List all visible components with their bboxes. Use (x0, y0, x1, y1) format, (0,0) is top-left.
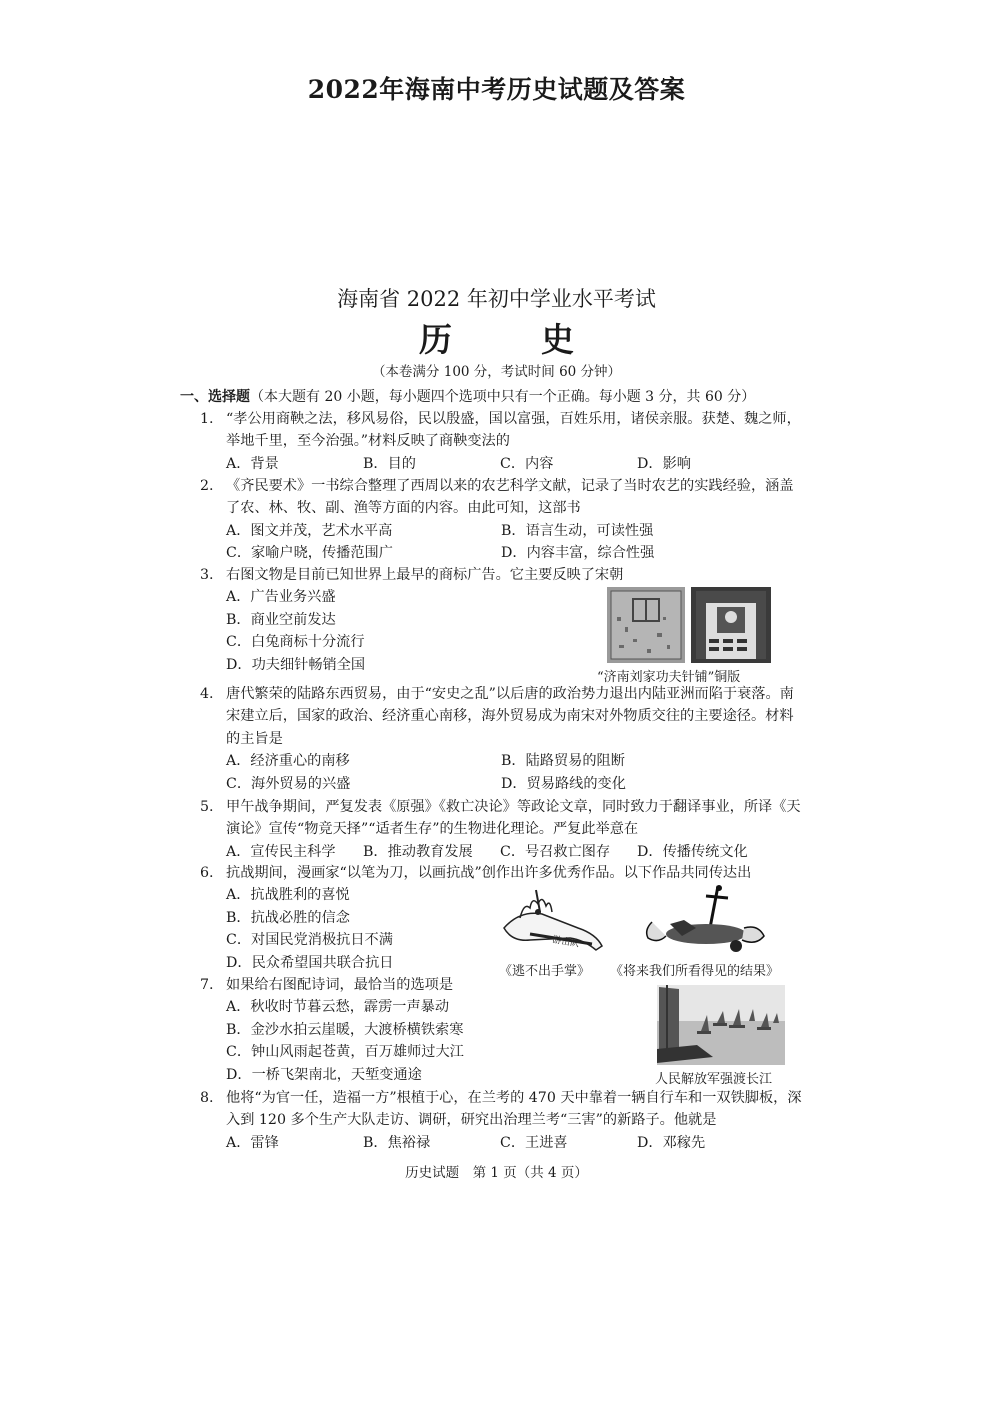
option-b: B．目的 (363, 455, 416, 472)
question-number: 6. (200, 865, 214, 881)
question-2 (200, 475, 805, 565)
question-stem: 他将“为官一任，造福一方”根植于心，在兰考的 470 天中靠着一辆自行车和一双铁脚板，深入到 120 多个生产大队走访、调研，研究出治理兰考“三害”的新路子。他就是 (226, 1090, 802, 1129)
option-c: C．内容 (500, 455, 554, 472)
option-d: D．邓稼先 (637, 1134, 706, 1151)
option-d: D．功夫细针畅销全国 (226, 656, 366, 673)
option-a: A．图文并茂，艺术水平高 (226, 522, 393, 539)
option-a: A．秋收时节暮云愁，霹雳一声暴动 (226, 999, 450, 1016)
question-5 (200, 796, 805, 863)
question-stem: 甲午战争期间，严复发表《原强》《救亡决论》等政论文章，同时致力于翻译事业，所译《天演论》宣传“物竞天择”“适者生存”的生物进化理论。严复此举意在 (226, 799, 801, 838)
option-c: C．钟山风雨起苍黄，百万雄师过大江 (226, 1044, 464, 1061)
question-number: 5. (200, 799, 214, 815)
cartoon-hand-image (500, 888, 605, 953)
document-title: 2022年海南中考历史试题及答案 (307, 75, 686, 104)
question-stem: 右图文物是目前已知世界上最早的商标广告。它主要反映了宋朝 (226, 567, 624, 583)
option-b: B．商业空前发达 (226, 611, 336, 628)
section-label: 一、选择题 (180, 389, 250, 405)
option-a: A．雷锋 (226, 1134, 279, 1151)
river-crossing-photo (657, 985, 785, 1065)
option-b: B．焦裕禄 (363, 1134, 431, 1151)
question-7 (200, 974, 650, 1086)
question-3 (200, 564, 624, 676)
option-c: C．号召救亡图存 (500, 843, 611, 860)
question-stem: 如果给右图配诗词，最恰当的选项是 (226, 977, 454, 993)
option-b: B．金沙水拍云崖暖，大渡桥横铁索寒 (226, 1021, 464, 1038)
option-a: A．经济重心的南移 (226, 753, 350, 770)
option-c: C．白兔商标十分流行 (226, 634, 365, 651)
option-c: C．家喻户晓，传播范围广 (226, 545, 393, 562)
exam-title: 海南省 2022 年初中学业水平考试 (337, 287, 656, 311)
question-number: 8. (200, 1090, 214, 1106)
question-1 (200, 408, 805, 475)
option-b: B．陆路贸易的阻断 (501, 753, 625, 770)
option-a: A．广告业务兴盛 (226, 589, 336, 606)
question-stem: 唐代繁荣的陆路东西贸易，由于“安史之乱”以后唐的政治势力退出内陆亚洲而陷于衰落。南宋建立后，国家的政治、经济重心南移，海外贸易成为南宋对外物质交往的主要途径。材料的主旨是 (226, 686, 794, 747)
option-b: B．抗战必胜的信念 (226, 909, 350, 926)
option-d: D．影响 (637, 455, 691, 472)
figure-caption-cartoon-2: 《将来我们所看得见的结果》 (610, 964, 780, 979)
question-8 (200, 1087, 805, 1154)
option-d: D．民众希望国共联合抗日 (226, 954, 394, 971)
bronze-plate-image (607, 587, 772, 663)
option-b: B．推动教育发展 (363, 843, 473, 860)
option-b: B．语言生动，可读性强 (501, 522, 654, 539)
question-number: 1. (200, 411, 214, 427)
figure-caption-river-crossing: 人民解放军强渡长江 (655, 1072, 773, 1087)
question-number: 3. (200, 567, 214, 583)
figure-caption-bronze-plate: “济南刘家功夫针铺”铜版 (597, 670, 741, 685)
question-stem: 《齐民要术》一书综合整理了西周以来的农艺科学文献，记录了当时农艺的实践经验，涵盖了农、林、牧、副、渔等方面的内容。由此可知，这部书 (226, 478, 794, 517)
question-4 (200, 683, 805, 795)
question-number: 2. (200, 478, 214, 494)
option-c: C．对国民党消极抗日不满 (226, 932, 393, 949)
option-d: D．传播传统文化 (637, 843, 748, 860)
option-d: D．一桥飞架南北，天堑变通途 (226, 1066, 422, 1083)
question-number: 4. (200, 686, 214, 702)
option-a: A．抗战胜利的喜悦 (226, 887, 350, 904)
guerrilla-label: 游击队 (551, 935, 580, 950)
exam-note: （本卷满分 100 分，考试时间 60 分钟） (371, 364, 622, 380)
option-d: D．内容丰富，综合性强 (501, 545, 655, 562)
option-c: C．王进喜 (500, 1134, 568, 1151)
option-a: A．背景 (226, 455, 279, 472)
section-heading (180, 386, 755, 406)
cartoon-sword-image (640, 884, 770, 954)
question-number: 7. (200, 977, 214, 993)
option-d: D．贸易路线的变化 (501, 775, 626, 792)
figure-caption-cartoon-1: 《逃不出手掌》 (499, 964, 591, 979)
option-c: C．海外贸易的兴盛 (226, 775, 351, 792)
subject-title: 历 史 (419, 320, 602, 359)
question-stem: 抗战期间，漫画家“以笔为刀，以画抗战”创作出许多优秀作品。以下作品共同传达出 (226, 865, 752, 881)
option-a: A．宣传民主科学 (226, 843, 336, 860)
section-desc: （本大题有 20 小题，每小题四个选项中只有一个正确。每小题 3 分，共 60 分） (250, 389, 756, 405)
page-footer: 历史试题 第 1 页（共 4 页） (405, 1165, 588, 1181)
question-stem: “孝公用商鞅之法，移风易俗，民以殷盛，国以富强，百姓乐用，诸侯亲服。获楚、魏之师，举地千里，至今治强。”材料反映了商鞅变法的 (226, 411, 801, 450)
